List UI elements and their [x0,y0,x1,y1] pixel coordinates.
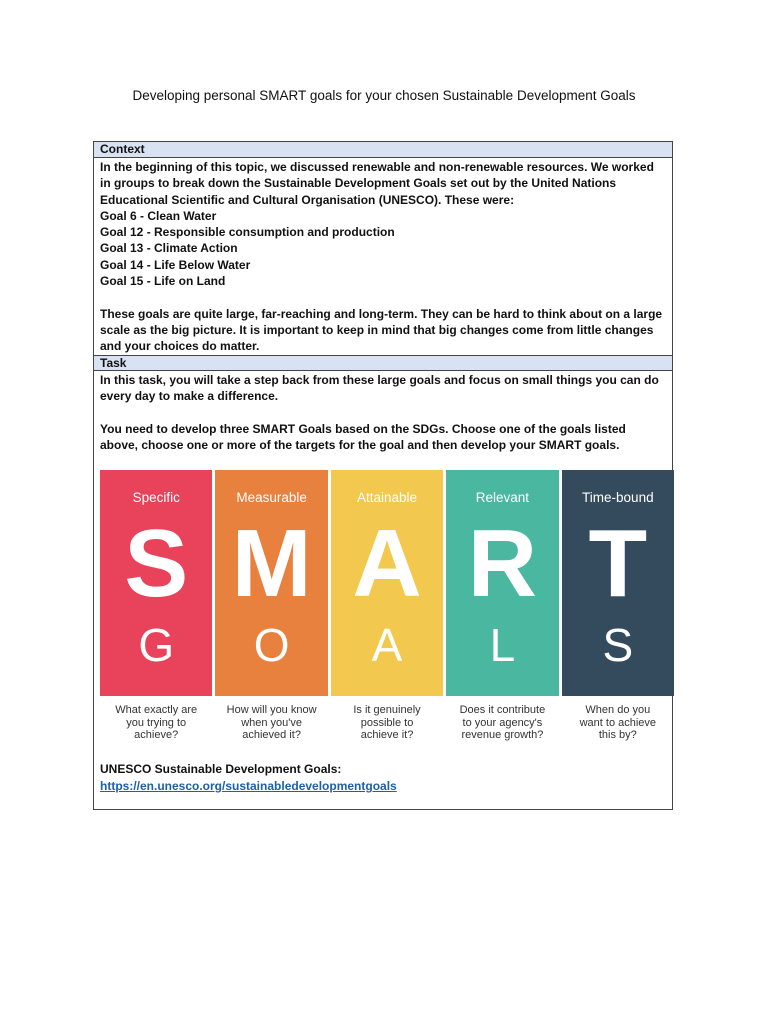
goals-letter: S [602,619,634,671]
smart-panel [331,470,443,696]
smart-panel [100,470,212,696]
goal-item: Goal 13 - Climate Action [100,241,238,256]
smart-letter: M [231,510,312,617]
task-header: Task [94,355,672,371]
smart-panel [446,470,558,696]
resources-label: UNESCO Sustainable Development Goals: [100,762,342,776]
smart-word: Measurable [236,490,307,505]
smart-letter: S [124,510,189,617]
page-title: Developing personal SMART goals for your chosen Sustainable Development Goals [132,88,636,103]
document-table [93,141,673,810]
smart-question: Does it contribute to your agency's revenue growth? [459,704,546,741]
smart-word: Relevant [475,490,530,505]
smart-word: Time-bound [582,490,654,505]
goals-letter: L [489,619,516,671]
smart-word: Attainable [356,490,418,505]
task-cell [100,372,666,453]
goals-letter: G [138,619,175,671]
goals-letter: O [253,619,290,671]
smart-letter: R [467,510,538,617]
goal-item: Goal 12 - Responsible consumption and production [100,225,395,240]
smart-column-time-bound [562,470,674,746]
goal-item: Goal 15 - Life on Land [100,274,226,289]
smart-column-measurable [215,470,327,746]
smart-column-relevant [446,470,558,746]
context-header: Context [94,142,672,158]
smart-panel [215,470,327,696]
smart-question: What exactly are you trying to achieve? [115,704,198,741]
smart-letter: A [352,510,422,617]
smart-question: Is it genuinely possible to achieve it? [353,704,421,741]
context-closing: These goals are quite large, far-reaching and long-term. They can be hard to think about on a large scale as the big picture. It is important to keep in mind that big changes come from little changes and your choices do matter. [100,306,663,354]
smart-goals-graphic [100,470,674,746]
task-para-2: You need to develop three SMART Goals based on the SDGs. Choose one of the goals listed above, choose one or more of the targets for the goal and then develop your SMART goals. [100,421,626,453]
goals-letter: A [371,619,403,671]
smart-letter: T [588,510,648,617]
goal-item: Goal 14 - Life Below Water [100,257,251,272]
context-intro: In the beginning of this topic, we discussed renewable and non-renewable resources. We worked in groups to break down the Sustainable Development Goals set out by the United Nations Educational Scientific and Cultural Organisation (UNESCO). These were: [100,160,654,207]
smart-column-attainable [331,470,443,746]
smart-question: When do you want to achieve this by? [579,704,657,741]
unesco-sdg-link[interactable]: https://en.unesco.org/sustainabledevelopmentgoals [100,779,397,793]
context-cell [100,159,666,355]
smart-word: Specific [132,490,180,505]
smart-panel [562,470,674,696]
smart-column-specific [100,470,212,746]
smart-question: How will you know when you've achieved it? [226,704,317,741]
task-para-1: In this task, you will take a step back from these large goals and focus on small things you can do every day to make a difference. [100,373,659,404]
goal-item: Goal 6 - Clean Water [100,208,217,223]
